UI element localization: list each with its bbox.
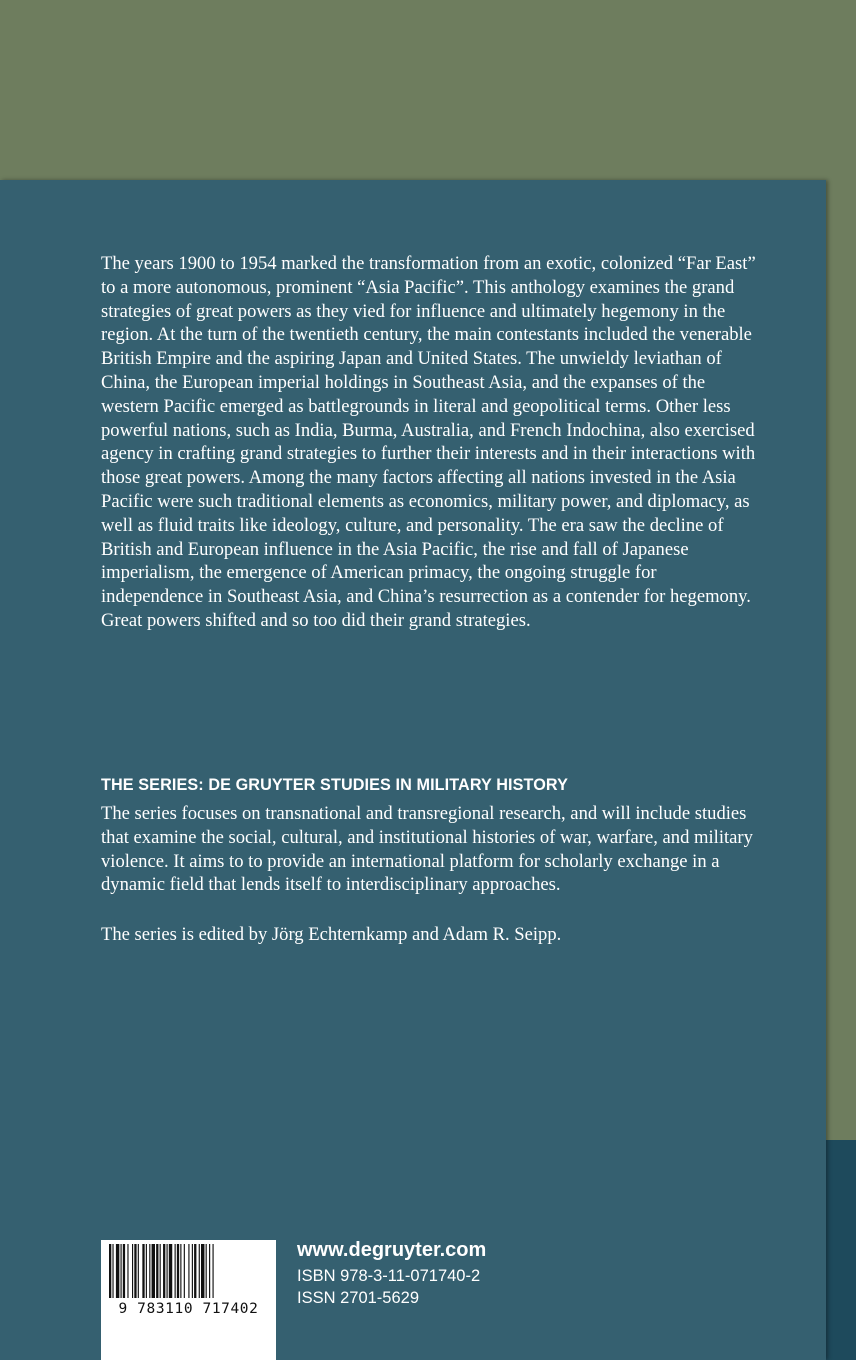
isbn-number: ISBN 978-3-11-071740-2: [297, 1267, 481, 1285]
barcode-bar: [142, 1244, 144, 1298]
barcode-bar: [138, 1244, 139, 1298]
barcode-bar: [213, 1244, 214, 1298]
barcode-bar: [201, 1244, 204, 1298]
barcode-bar: [134, 1244, 136, 1298]
barcode-bar: [121, 1244, 122, 1298]
barcode-bar: [194, 1244, 196, 1298]
barcode-bar: [188, 1244, 189, 1298]
barcode-bar: [109, 1244, 111, 1298]
publisher-info: [297, 1238, 486, 1309]
barcode-digits: 9 783110 717402: [118, 1301, 259, 1317]
barcode-bar: [175, 1244, 176, 1298]
barcode-bar: [206, 1244, 207, 1298]
barcode-bar: [116, 1244, 119, 1298]
barcode-bar: [132, 1244, 133, 1298]
barcode-bar: [184, 1244, 185, 1298]
barcode-bar: [160, 1244, 161, 1298]
isbn-barcode: [101, 1240, 276, 1360]
spine-strip: [826, 1140, 856, 1360]
barcode-bar: [163, 1244, 165, 1298]
barcode-bar: [112, 1244, 113, 1298]
book-description: The years 1900 to 1954 marked the transformation from an exotic, colonized “Far East” to a more autonomous, prominent “Asia Pacific”. This anthology examines the grand strategies of great powers as they vied for influence and ultimately hegemony in the region. At the turn of the twentieth century, the main contestants included the venerable British Empire and the aspiring Japan and United States. The unwieldy leviathan of China, the European imperial holdings in Southeast Asia, and the expanses of the western Pacific emerged as battlegrounds in literal and geopolitical terms. Other less powerful nations, such as India, Burma, Australia, and French Indochina, also exercised agency in crafting grand strategies to further their interests and in their interactions with those great powers. Among the many factors affecting all nations invested in the Asia Pacific were such traditional elements as economics, military power, and diplomacy, as well as fluid traits like ideology, culture, and personality. The era saw the decline of British and European influence in the Asia Pacific, the rise and fall of Japanese imperialism, the emergence of American primacy, the ongoing struggle for independence in Southeast Asia, and China’s resurrection as a contender for hegemony. Great powers shifted and so too did their grand strategies.: [101, 253, 756, 631]
barcode-bar: [146, 1244, 147, 1298]
barcode-bar: [192, 1244, 193, 1298]
publisher-url[interactable]: www.degruyter.com: [297, 1239, 487, 1261]
barcode-bar: [152, 1244, 155, 1298]
barcode-bars-icon: [101, 1240, 276, 1300]
barcode-bar: [199, 1244, 200, 1298]
series-description: The series focuses on transnational and transregional research, and will include studies that examine the social, cultural, and institutional histories of war, warfare, and military violence. It aims to to provide an international platform for scholarly exchange in a dynamic field that lends itself to interdisciplinary approaches.: [101, 803, 753, 896]
barcode-bar: [149, 1244, 150, 1298]
barcode-bar: [169, 1244, 172, 1298]
barcode-bar: [156, 1244, 158, 1298]
barcode-bar: [177, 1244, 179, 1298]
series-editors: The series is edited by Jörg Echternkamp and Adam R. Seipp.: [101, 924, 562, 945]
barcode-bar: [167, 1244, 168, 1298]
series-heading: THE SERIES: DE GRUYTER STUDIES IN MILITARY HISTORY: [101, 776, 568, 794]
barcode-bar: [209, 1244, 210, 1298]
back-cover-panel: [0, 180, 826, 1360]
barcode-bar: [123, 1244, 125, 1298]
barcode-bar: [180, 1244, 181, 1298]
issn-number: ISSN 2701-5629: [297, 1289, 420, 1307]
barcode-bar: [127, 1244, 128, 1298]
